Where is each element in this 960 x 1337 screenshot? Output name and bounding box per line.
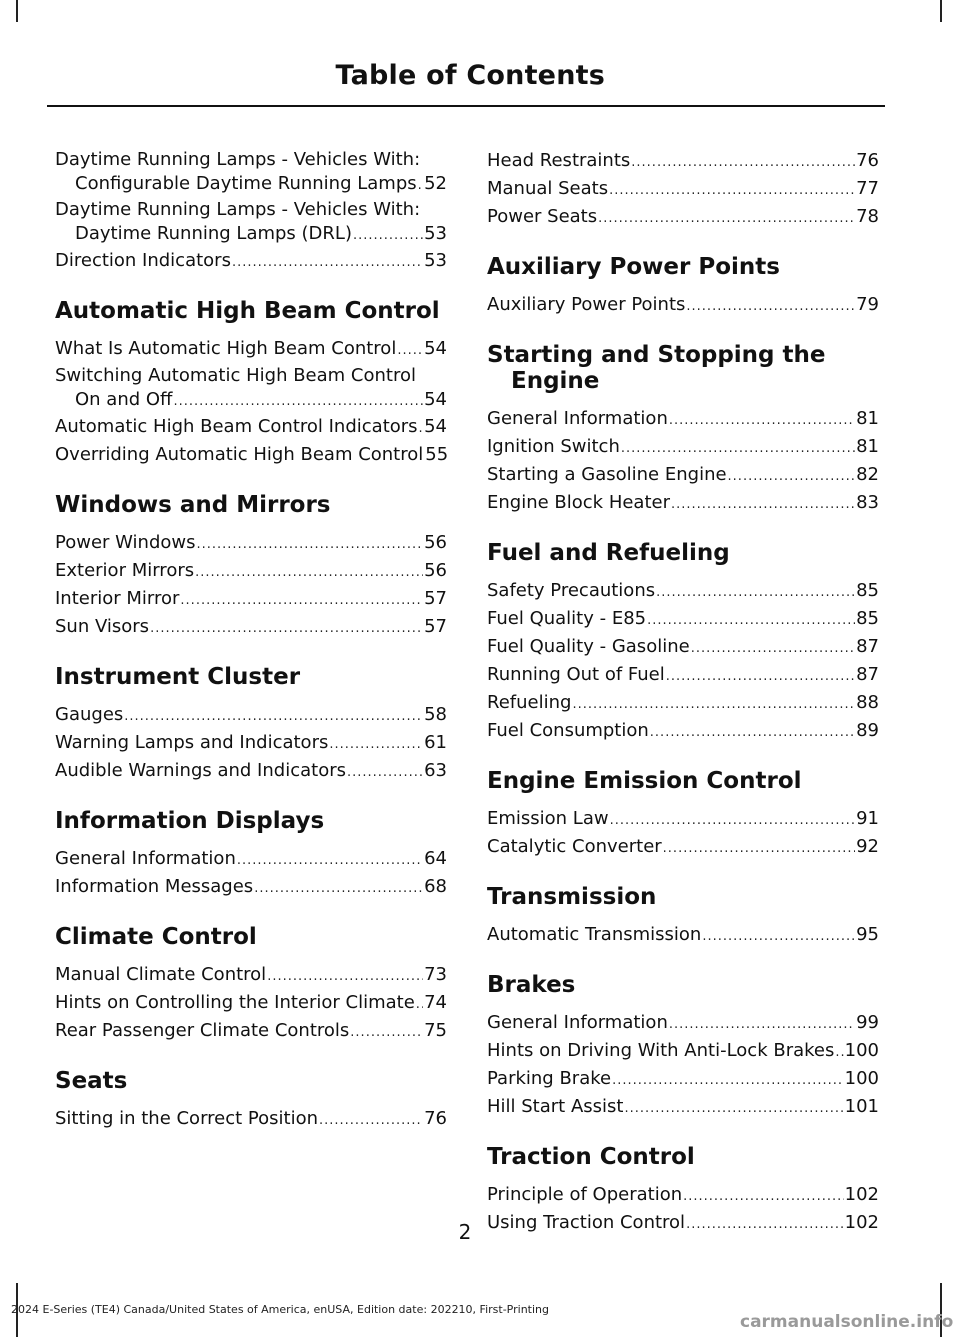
- toc-entry-page: 83: [856, 492, 879, 513]
- toc-entry-title: Fuel Quality - Gasoline: [487, 636, 690, 657]
- dot-leader: [572, 692, 855, 718]
- toc-entry-page: 75: [424, 1020, 447, 1041]
- toc-entry-page: 53: [424, 223, 447, 244]
- toc-entry-title: Sun Visors: [55, 616, 150, 637]
- section-heading-line: Engine Emission Control: [487, 768, 802, 794]
- section-heading: [487, 342, 879, 394]
- toc-entry-title: Safety Precautions: [487, 580, 656, 601]
- toc-entry[interactable]: [55, 846, 447, 874]
- dot-leader: [666, 664, 855, 690]
- dot-leader: [669, 408, 855, 434]
- dot-leader: [612, 1068, 844, 1094]
- dot-leader: [598, 206, 855, 232]
- toc-entry-page: 54: [424, 389, 447, 410]
- toc-entry[interactable]: [55, 248, 447, 276]
- toc-entry-title: Auxiliary Power Points: [487, 294, 686, 315]
- toc-entry-page: 81: [856, 436, 879, 457]
- toc-entry-page: 77: [856, 178, 879, 199]
- toc-entry[interactable]: [487, 606, 879, 634]
- toc-entry[interactable]: [487, 292, 879, 320]
- toc-entry[interactable]: [55, 990, 447, 1018]
- toc-entry[interactable]: [55, 198, 447, 248]
- dot-leader: [329, 732, 423, 758]
- toc-entry[interactable]: [55, 730, 447, 758]
- toc-entry-title: Overriding Automatic High Beam Control: [55, 444, 424, 465]
- toc-entry-page: 52: [424, 173, 447, 194]
- toc-entry-page: 100: [844, 1068, 879, 1089]
- toc-entry-title: Head Restraints: [487, 150, 631, 171]
- toc-entry-page: 87: [856, 636, 879, 657]
- toc-entry[interactable]: [487, 1066, 879, 1094]
- toc-entry-title: Exterior Mirrors: [55, 560, 195, 581]
- dot-leader: [254, 876, 423, 902]
- toc-entry-title-line2: Daytime Running Lamps (DRL): [75, 223, 352, 244]
- toc-entry-page: 74: [424, 992, 447, 1013]
- toc-entry[interactable]: [55, 1106, 447, 1134]
- dot-leader: [671, 492, 855, 518]
- toc-entry[interactable]: [55, 558, 447, 586]
- toc-entry[interactable]: [487, 634, 879, 662]
- toc-entry[interactable]: [487, 406, 879, 434]
- toc-entry-page: 63: [424, 760, 447, 781]
- section-heading-line: Starting and Stopping the: [487, 342, 826, 368]
- section-heading-line: Automatic High Beam Control: [55, 298, 440, 324]
- toc-entry-page: 91: [856, 808, 879, 829]
- toc-entry-page: 102: [844, 1212, 879, 1233]
- dot-leader: [319, 1108, 423, 1134]
- dot-leader: [347, 760, 423, 786]
- toc-entry-title-line1: Switching Automatic High Beam Control: [55, 365, 416, 386]
- toc-entry[interactable]: [55, 1018, 447, 1046]
- dot-leader: [650, 720, 855, 746]
- toc-entry-title: Using Traction Control: [487, 1212, 686, 1233]
- toc-entry[interactable]: [55, 148, 447, 198]
- dot-leader: [195, 560, 423, 586]
- dot-leader: [621, 436, 855, 462]
- section-heading-line: Windows and Mirrors: [55, 492, 331, 518]
- section-heading: [55, 664, 447, 690]
- toc-entry-title: Warning Lamps and Indicators: [55, 732, 329, 753]
- toc-entry-title-line2: Configurable Daytime Running Lamps: [75, 173, 417, 194]
- section-heading-line: Information Displays: [55, 808, 325, 834]
- toc-entry-page: 87: [856, 664, 879, 685]
- toc-entry-page: 56: [424, 560, 447, 581]
- toc-entry[interactable]: [55, 364, 447, 414]
- dot-leader: [647, 608, 855, 634]
- toc-entry-title-line2: On and Off: [75, 389, 173, 410]
- toc-entry-page: 85: [856, 608, 879, 629]
- toc-entry-title: What Is Automatic High Beam Control: [55, 338, 397, 359]
- dot-leader: [702, 924, 855, 950]
- toc-entry-title: Gauges: [55, 704, 124, 725]
- dot-leader: [656, 580, 855, 606]
- toc-entry-title: Emission Law: [487, 808, 609, 829]
- toc-entry[interactable]: [55, 874, 447, 902]
- section-heading-line: Auxiliary Power Points: [487, 254, 780, 280]
- toc-entry-page: 54: [424, 416, 447, 437]
- dot-leader: [835, 1040, 843, 1066]
- dot-leader: [669, 1012, 855, 1038]
- toc-entry-title: Engine Block Heater: [487, 492, 670, 513]
- toc-entry[interactable]: [487, 176, 879, 204]
- dot-leader: [173, 390, 423, 414]
- toc-entry[interactable]: [487, 1094, 879, 1122]
- toc-entry-title: Hints on Controlling the Interior Climate: [55, 992, 415, 1013]
- title-rule: [47, 105, 885, 107]
- toc-entry-page: 55: [425, 444, 449, 465]
- toc-left-column: [55, 148, 447, 1134]
- toc-entry-page: 101: [844, 1096, 879, 1117]
- toc-entry-line2: [55, 172, 447, 198]
- toc-entry-title: Automatic Transmission: [487, 924, 702, 945]
- dot-leader: [691, 636, 855, 662]
- toc-entry[interactable]: [487, 834, 879, 862]
- toc-entry-title: Hints on Driving With Anti-Lock Brakes: [487, 1040, 835, 1061]
- toc-entry-page: 88: [856, 692, 879, 713]
- toc-entry-page: 53: [424, 250, 447, 271]
- toc-entry-title: Sitting in the Correct Position: [55, 1108, 318, 1129]
- dot-leader: [624, 1096, 843, 1122]
- toc-entry-title: Power Windows: [55, 532, 196, 553]
- toc-entry-title: Interior Mirror: [55, 588, 180, 609]
- page-number: 2: [458, 1220, 472, 1244]
- toc-entry[interactable]: [55, 962, 447, 990]
- toc-entry-page: 100: [844, 1040, 879, 1061]
- toc-entry[interactable]: [487, 204, 879, 232]
- toc-entry-title: Automatic High Beam Control Indicators: [55, 416, 418, 437]
- dot-leader: [197, 532, 424, 558]
- toc-entry-title: Starting a Gasoline Engine: [487, 464, 727, 485]
- watermark: carmanualsonline.info: [740, 1312, 954, 1332]
- toc-entry-page: 81: [856, 408, 879, 429]
- toc-entry-page: 54: [424, 338, 447, 359]
- toc-entry-page: 64: [424, 848, 447, 869]
- toc-entry-page: 78: [856, 206, 879, 227]
- section-heading-line: Instrument Cluster: [55, 664, 301, 690]
- dot-leader: [610, 808, 856, 834]
- dot-leader: [180, 588, 423, 614]
- toc-entry[interactable]: [487, 806, 879, 834]
- toc-entry-page: 57: [424, 588, 447, 609]
- toc-entry-page: 82: [856, 464, 879, 485]
- toc-entry-title: Catalytic Converter: [487, 836, 662, 857]
- toc-entry[interactable]: [487, 1182, 879, 1210]
- toc-entry-title-line1: Daytime Running Lamps - Vehicles With:: [55, 199, 421, 220]
- section-heading: [487, 1144, 879, 1170]
- toc-entry-page: 76: [856, 150, 879, 171]
- toc-entry[interactable]: [487, 434, 879, 462]
- section-heading: [55, 808, 447, 834]
- dot-leader: [419, 416, 424, 442]
- toc-entry-page: 73: [424, 964, 447, 985]
- section-heading-line: Seats: [55, 1068, 128, 1094]
- toc-entry[interactable]: [55, 414, 447, 442]
- toc-entry[interactable]: [487, 578, 879, 606]
- toc-entry-page: 92: [856, 836, 879, 857]
- toc-entry[interactable]: [55, 530, 447, 558]
- toc-entry-title: Fuel Consumption: [487, 720, 649, 741]
- dot-leader: [663, 836, 855, 862]
- dot-leader: [728, 464, 856, 490]
- section-heading: [55, 298, 447, 324]
- section-heading: [487, 972, 879, 998]
- section-heading: [487, 884, 879, 910]
- toc-entry-title: Information Messages: [55, 876, 254, 897]
- section-heading: [55, 492, 447, 518]
- toc-entry-title: Running Out of Fuel: [487, 664, 665, 685]
- toc-entry-title: Parking Brake: [487, 1068, 612, 1089]
- toc-entry-line2: [55, 388, 447, 414]
- toc-entry-title: General Information: [55, 848, 236, 869]
- dot-leader: [631, 150, 855, 176]
- section-heading: [487, 768, 879, 794]
- toc-entry-title: Manual Seats: [487, 178, 609, 199]
- toc-entry-page: 89: [856, 720, 879, 741]
- toc-entry[interactable]: [487, 718, 879, 746]
- toc-entry[interactable]: [487, 462, 879, 490]
- toc-entry-title: Principle of Operation: [487, 1184, 683, 1205]
- dot-leader: [418, 174, 423, 198]
- dot-leader: [686, 294, 855, 320]
- footer-edition-info: 2024 E-Series (TE4) Canada/United States of America, enUSA, Edition date: 202210, First-Printing: [11, 1303, 549, 1316]
- toc-entry-page: 68: [424, 876, 447, 897]
- toc-entry-title: Power Seats: [487, 206, 598, 227]
- toc-entry-title: Fuel Quality - E85: [487, 608, 647, 629]
- toc-entry-page: 85: [856, 580, 879, 601]
- toc-entry-page: 76: [424, 1108, 447, 1129]
- toc-entry[interactable]: [55, 442, 447, 470]
- toc-entry-page: 79: [856, 294, 879, 315]
- section-heading-line: Traction Control: [487, 1144, 695, 1170]
- dot-leader: [237, 848, 423, 874]
- section-heading-line: Transmission: [487, 884, 657, 910]
- toc-entry-title: Hill Start Assist: [487, 1096, 624, 1117]
- toc-entry[interactable]: [487, 148, 879, 176]
- toc-entry[interactable]: [487, 922, 879, 950]
- section-heading-line: Climate Control: [55, 924, 257, 950]
- section-heading: [487, 254, 879, 280]
- toc-entry[interactable]: [55, 336, 447, 364]
- dot-leader: [416, 992, 423, 1018]
- toc-entry-title: Manual Climate Control: [55, 964, 267, 985]
- dot-leader: [150, 616, 423, 642]
- toc-entry-page: 95: [856, 924, 879, 945]
- toc-entry[interactable]: [487, 662, 879, 690]
- dot-leader: [397, 338, 423, 364]
- dot-leader: [267, 964, 423, 990]
- dot-leader: [124, 704, 423, 730]
- toc-entry-page: 99: [856, 1012, 879, 1033]
- toc-entry-title: Refueling: [487, 692, 572, 713]
- dot-leader: [683, 1184, 844, 1210]
- toc-entry-title: General Information: [487, 408, 668, 429]
- section-heading-line: Engine: [511, 368, 600, 394]
- dot-leader: [609, 178, 855, 204]
- toc-entry-title: Audible Warnings and Indicators: [55, 760, 346, 781]
- toc-entry-page: 102: [844, 1184, 879, 1205]
- toc-entry-line2: [55, 222, 447, 248]
- toc-entry[interactable]: [487, 490, 879, 518]
- toc-entry[interactable]: [55, 586, 447, 614]
- section-heading: [55, 1068, 447, 1094]
- toc-entry-title: Direction Indicators: [55, 250, 231, 271]
- section-heading-line: Fuel and Refueling: [487, 540, 730, 566]
- toc-entry[interactable]: [487, 1010, 879, 1038]
- toc-entry[interactable]: [55, 758, 447, 786]
- toc-entry-page: 58: [424, 704, 447, 725]
- crop-mark-top-left: [16, 0, 18, 22]
- toc-entry-title: Ignition Switch: [487, 436, 620, 457]
- dot-leader: [350, 1020, 423, 1046]
- toc-entry[interactable]: [487, 1038, 879, 1066]
- toc-entry[interactable]: [55, 614, 447, 642]
- toc-entry-title-line1: Daytime Running Lamps - Vehicles With:: [55, 149, 421, 170]
- page-title: Table of Contents: [335, 60, 605, 91]
- section-heading: [487, 540, 879, 566]
- dot-leader: [353, 224, 423, 248]
- toc-entry-page: 56: [424, 532, 447, 553]
- dot-leader: [232, 250, 423, 276]
- toc-entry[interactable]: [487, 690, 879, 718]
- toc-entry-title: Rear Passenger Climate Controls: [55, 1020, 350, 1041]
- section-heading-line: Brakes: [487, 972, 576, 998]
- toc-entry-page: 57: [424, 616, 447, 637]
- toc-entry-page: 61: [424, 732, 447, 753]
- toc-entry-title: General Information: [487, 1012, 668, 1033]
- toc-entry[interactable]: [55, 702, 447, 730]
- section-heading: [55, 924, 447, 950]
- toc-right-column: [487, 148, 879, 1238]
- crop-mark-top-right: [940, 0, 942, 22]
